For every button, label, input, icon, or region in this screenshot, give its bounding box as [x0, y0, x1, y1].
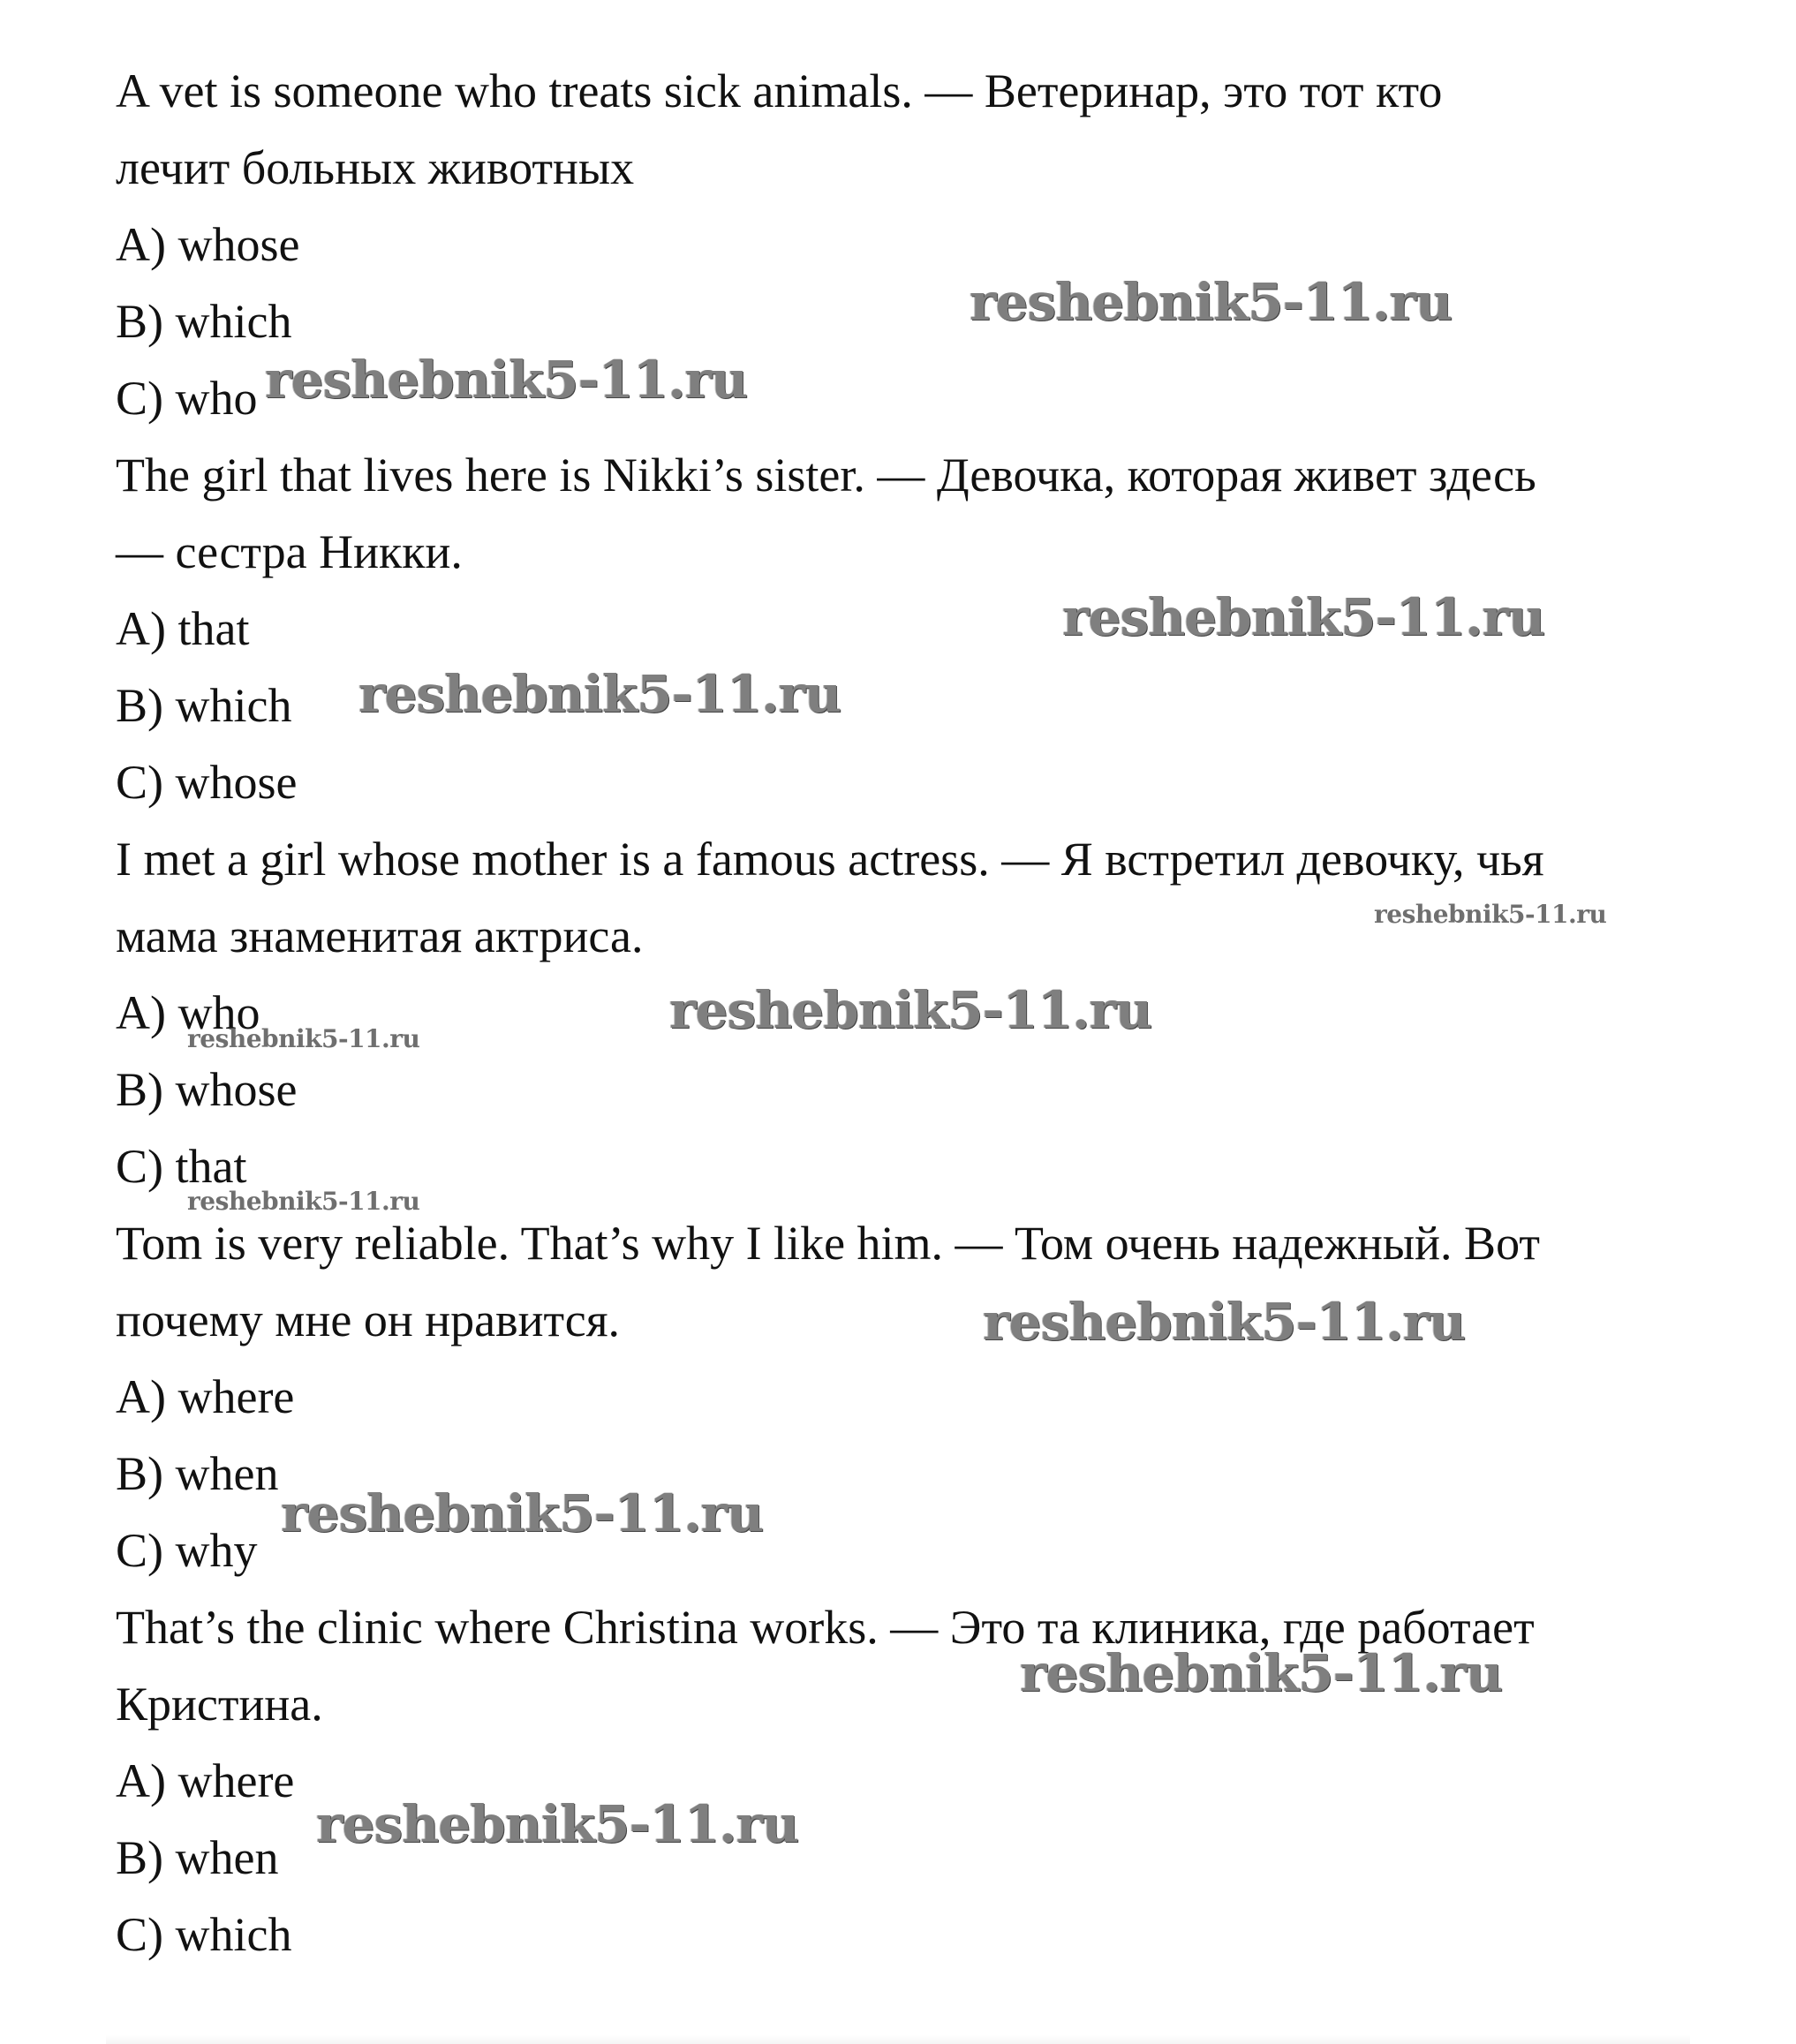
answer-option-b: B) whose [116, 1063, 298, 1116]
watermark: reshebnik5-11.ru [187, 1024, 420, 1053]
question-sentence: I met a girl whose mother is a famous actress. — Я встретил девочку, чья [116, 833, 1544, 886]
watermark: reshebnik5-11.ru [281, 1483, 764, 1543]
watermark: reshebnik5-11.ru [983, 1292, 1466, 1352]
watermark: reshebnik5-11.ru [669, 980, 1152, 1040]
watermark: reshebnik5-11.ru [316, 1794, 799, 1854]
question-sentence-continued: мама знаменитая актриса. [116, 909, 644, 962]
page-bottom-edge [106, 2035, 1690, 2044]
answer-option-c: C) whose [116, 756, 298, 809]
answer-option-a: A) where [116, 1754, 295, 1807]
watermark: reshebnik5-11.ru [1062, 587, 1545, 647]
answer-option-a: A) whose [116, 218, 300, 271]
question-sentence: A vet is someone who treats sick animals. — Ветеринар, это тот кто [116, 64, 1443, 117]
question-sentence-continued: лечит больных животных [116, 141, 635, 194]
answer-option-b: B) when [116, 1831, 279, 1884]
watermark: reshebnik5-11.ru [1374, 900, 1607, 929]
watermark: reshebnik5-11.ru [187, 1187, 420, 1216]
question-sentence-continued: почему мне он нравится. [116, 1294, 621, 1346]
answer-option-a: A) where [116, 1370, 295, 1423]
answer-option-c: C) which [116, 1908, 292, 1961]
watermark: reshebnik5-11.ru [358, 664, 841, 724]
question-sentence: The girl that lives here is Nikki’s sister. — Девочка, которая живет здесь [116, 449, 1536, 502]
question-sentence-continued: Кристина. [116, 1678, 323, 1731]
answer-option-c: C) why [116, 1524, 258, 1577]
answer-option-b: B) which [116, 295, 292, 348]
watermark: reshebnik5-11.ru [1020, 1643, 1503, 1703]
answer-option-c: C) who [116, 372, 258, 425]
watermark: reshebnik5-11.ru [265, 350, 748, 410]
answer-option-c: C) that [116, 1140, 247, 1193]
question-sentence: Tom is very reliable. That’s why I like him. — Том очень надежный. Вот [116, 1217, 1540, 1270]
answer-option-a: A) who [116, 986, 260, 1039]
watermark: reshebnik5-11.ru [970, 272, 1453, 332]
answer-option-b: B) which [116, 679, 292, 732]
question-sentence: That’s the clinic where Christina works. — Это та клиника, где работает [116, 1601, 1535, 1654]
question-sentence-continued: — сестра Никки. [116, 525, 463, 578]
answer-option-b: B) when [116, 1447, 279, 1500]
answer-option-a: A) that [116, 602, 250, 655]
